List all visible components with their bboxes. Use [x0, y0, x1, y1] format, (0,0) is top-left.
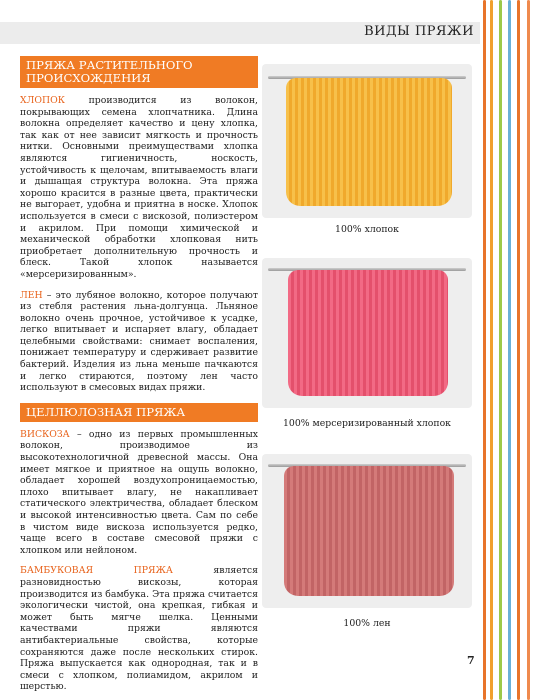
yarn-strand — [499, 0, 502, 700]
section-heading-cellulose-yarn: ЦЕЛЛЮЛОЗНАЯ ПРЯЖА — [20, 403, 258, 422]
page-title: ВИДЫ ПРЯЖИ — [364, 24, 474, 39]
caption-cotton: 100% хлопок — [335, 224, 399, 235]
photo-linen-swatch — [262, 454, 472, 608]
decorative-yarn-strands — [474, 0, 538, 700]
term-linen: ЛЕН — [20, 289, 43, 301]
knitted-swatch — [284, 466, 454, 596]
header-banner — [0, 22, 480, 44]
paragraph-text: – одно из первых промышленных волокон, производимое из высокотехнологичной древесной массы. Она имеет мягкое и приятное на ощупь волокно, обладает хорошей воздухопроницаемостью, плохо впитывает влагу, не накапливает статического электричества, обладает блеском и высокой интенсивностью цвета. Сам по себе в чистом виде вискоза используется редко, чаще всего в составе смесовой пряжи с хлопком или нейлоном. — [20, 428, 258, 556]
knitted-swatch — [286, 78, 452, 206]
caption-linen: 100% лен — [343, 618, 391, 629]
paragraph-viscose — [20, 429, 258, 557]
yarn-strand — [490, 0, 493, 700]
caption-mercerized-cotton: 100% мерсеризированный хлопок — [283, 418, 451, 429]
text-column — [20, 56, 258, 700]
paragraph-linen — [20, 290, 258, 394]
page-number: 7 — [467, 654, 475, 667]
photo-cotton-swatch — [262, 64, 472, 218]
paragraph-cotton — [20, 95, 258, 281]
paragraph-text: производится из волокон, покрывающих семена хлопчатника. Длина волокна определяет качество и цену хлопка, так как от нее зависит мягкость и прочность нитки. Основными преимуществами хлопка являются гигиеничность, носкость, устойчивость к щелочам, впитываемость влаги и дышащая структура волокна. Эта пряжа хорошо красится в разные цвета, практически не выгорает, удобна и приятна в носке. Хлопок используется в смеси с вискозой, полиэстером и акрилом. При помощи химической и механической обработки хлопковая нить приобретает дополнительную прочность и блеск. Такой хлопок называется «мерсеризированным». — [20, 95, 258, 280]
yarn-strand — [517, 0, 520, 700]
paragraph-text: является разновидностью вискозы, которая производится из бамбука. Эта пряжа считается экологически чистой, она крепкая, гибкая и может быть мягче шелка. Ценными качествами пряжи являются антибактериальные свойства, которые сохраняются даже после нескольких стирок. Пряжа выпускается как однородная, так и в смеси с хлопком, полиамидом, акрилом и шерстью. — [20, 565, 258, 693]
paragraph-text: – это лубяное волокно, которое получают из стебля растения льна-долгунца. Льняное волокно очень прочное, устойчивое к усадке, легко впитывает и испаряет влагу, обладает целебными свойствами: снимает воспаления, понижает температуру и сдерживает развитие бактерий. Изделия из льна меньше пачкаются и легко стираются, поэтому лен часто используют в смесовых видах пряжи. — [20, 289, 258, 394]
paragraph-bamboo — [20, 565, 258, 693]
term-bamboo: БАМБУКОВАЯ ПРЯЖА — [20, 565, 173, 577]
yarn-strand — [483, 0, 486, 700]
section-heading-plant-yarn: ПРЯЖА РАСТИТЕЛЬНОГО ПРОИСХОЖДЕНИЯ — [20, 56, 258, 88]
knitted-swatch — [288, 270, 448, 396]
term-cotton: ХЛОПОК — [20, 95, 65, 106]
yarn-strand — [527, 0, 530, 700]
yarn-strand — [508, 0, 511, 700]
photo-mercerized-cotton-swatch — [262, 258, 472, 408]
term-viscose: ВИСКОЗА — [20, 428, 70, 440]
